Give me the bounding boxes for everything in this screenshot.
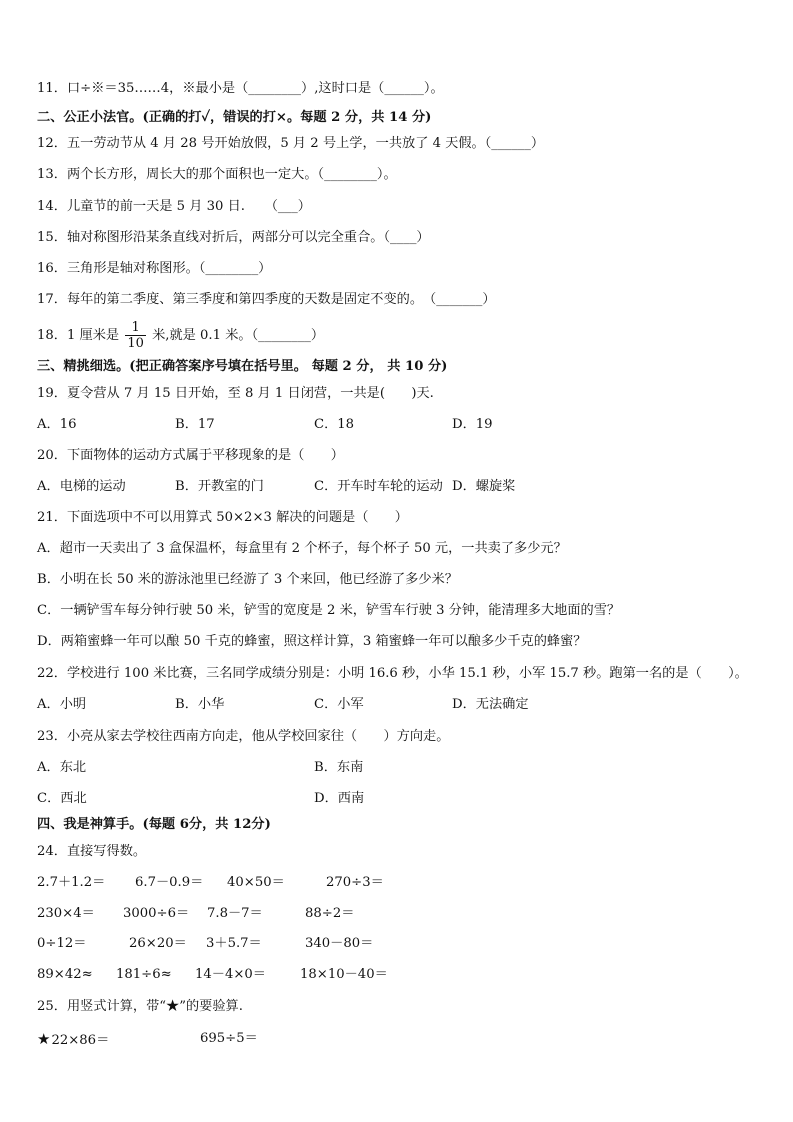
option-c: C．小军 xyxy=(314,697,364,712)
section-2-heading: 二、公正小法官。(正确的打✓，错误的打×。每题 2 分，共 14 分) xyxy=(37,110,432,125)
calc-item: 3000÷6＝ xyxy=(123,906,190,921)
calc-item-text: 22×86＝ xyxy=(51,1033,110,1048)
fraction-numerator: 1 xyxy=(125,320,146,336)
option-a: A．东北 xyxy=(37,760,87,775)
fraction xyxy=(125,320,146,351)
option-c: C．18 xyxy=(314,417,355,432)
calc-item: 695÷5＝ xyxy=(200,1031,258,1046)
calc-item: 270÷3＝ xyxy=(326,875,384,890)
question-12: 12．五一劳动节从 4 月 28 号开始放假，5 月 2 号上学，一共放了 4 天假。（______） xyxy=(37,136,545,151)
question-24: 24．直接写得数。 xyxy=(37,844,147,859)
calc-item: 40×50＝ xyxy=(227,875,285,890)
option-d: D．19 xyxy=(452,417,493,432)
question-19: 19．夏令营从 7 月 15 日开始，至 8 月 1 日闭营，一共是( )天. xyxy=(37,386,434,401)
option-b: B．17 xyxy=(175,417,215,432)
option-a: A．电梯的运动 xyxy=(37,479,126,494)
question-25: 25．用竖式计算，带“★”的要验算. xyxy=(37,999,243,1014)
calc-item: 7.8－7＝ xyxy=(207,906,263,921)
question-18-suffix: 米,就是 0.1 米。（________） xyxy=(152,328,325,343)
calc-item: 89×42≈ xyxy=(37,967,93,982)
calc-item: 2.7＋1.2＝ xyxy=(37,875,106,890)
question-22: 22．学校进行 100 米比赛，三名同学成绩分别是：小明 16.6 秒，小华 15.1 秒，小军 15.7 秒。跑第一名的是（ ）。 xyxy=(37,666,748,681)
question-21-option-b: B．小明在长 50 米的游泳池里已经游了 3 个来回，他已经游了多少米？ xyxy=(37,572,458,587)
question-18 xyxy=(37,320,773,352)
question-21-option-c: C．一辆铲雪车每分钟行驶 50 米，铲雪的宽度是 2 米，铲雪车行驶 3 分钟，能清理多大地面的雪？ xyxy=(37,603,621,618)
question-20: 20．下面物体的运动方式属于平移现象的是（ ） xyxy=(37,448,344,463)
option-c: C．开车时车轮的运动 xyxy=(314,479,443,494)
calc-item: 26×20＝ xyxy=(129,936,187,951)
calc-item: 88÷2＝ xyxy=(305,906,355,921)
question-13: 13．两个长方形，周长大的那个面积也一定大。（________）。 xyxy=(37,167,397,182)
option-d: D．螺旋桨 xyxy=(452,479,516,494)
calc-item: 3＋5.7＝ xyxy=(206,936,262,951)
section-3-heading: 三、精挑细选。(把正确答案序号填在括号里。 每题 2 分， 共 10 分) xyxy=(37,359,448,374)
calc-item: 181÷6≈ xyxy=(116,967,172,982)
question-21-option-a: A．超市一天卖出了 3 盒保温杯，每盒里有 2 个杯子，每个杯子 50 元，一共卖了多少元？ xyxy=(37,541,567,556)
question-21: 21．下面选项中不可以用算式 50×2×3 解决的问题是（ ） xyxy=(37,510,408,525)
question-18-prefix: 18．1 厘米是 xyxy=(37,328,120,343)
option-b: B．小华 xyxy=(175,697,225,712)
calc-item xyxy=(37,1030,109,1050)
question-16: 16．三角形是轴对称图形。（________） xyxy=(37,261,272,276)
option-c: C．西北 xyxy=(37,791,87,806)
question-23: 23．小亮从家去学校往西南方向走，他从学校回家往（ ）方向走。 xyxy=(37,729,450,744)
calc-item: 0÷12＝ xyxy=(37,936,87,951)
question-14: 14．儿童节的前一天是 5 月 30 日. （___） xyxy=(37,199,311,214)
option-b: B．东南 xyxy=(314,760,364,775)
question-11: 11．口÷※＝35……4，※最小是（________）,这时口是（______）。 xyxy=(37,81,444,96)
option-d: D．无法确定 xyxy=(452,697,529,712)
calc-item: 6.7－0.9＝ xyxy=(135,875,204,890)
question-15: 15．轴对称图形沿某条直线对折后，两部分可以完全重合。（____） xyxy=(37,230,430,245)
option-a: A．小明 xyxy=(37,697,87,712)
calc-item: 230×4＝ xyxy=(37,906,95,921)
option-d: D．西南 xyxy=(314,791,365,806)
section-4-heading: 四、我是神算手。(每题 6分，共 12分) xyxy=(37,817,271,832)
fraction-denominator: 10 xyxy=(127,336,144,351)
option-a: A．16 xyxy=(37,417,77,432)
calc-item: 14－4×0＝ xyxy=(195,967,266,982)
calc-item: 340－80＝ xyxy=(305,936,374,951)
star-icon: ★ xyxy=(37,1030,51,1048)
calc-item: 18×10－40＝ xyxy=(300,967,388,982)
question-17: 17．每年的第二季度、第三季度和第四季度的天数是固定不变的。 （_______） xyxy=(37,292,496,307)
option-b: B．开教室的门 xyxy=(175,479,264,494)
question-21-option-d: D．两箱蜜蜂一年可以酿 50 千克的蜂蜜，照这样计算，3 箱蜜蜂一年可以酿多少千克的蜂蜜？ xyxy=(37,634,587,649)
